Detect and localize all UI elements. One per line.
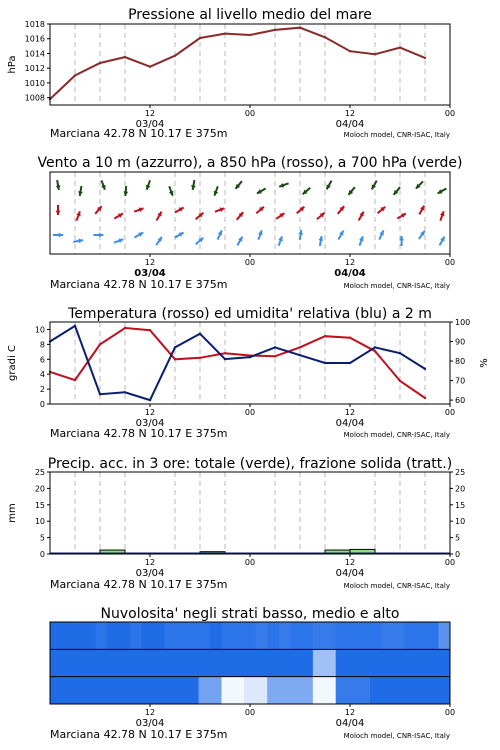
cloud-cell [119, 649, 131, 677]
cloud-cell [221, 649, 233, 677]
humidity-point [99, 393, 101, 395]
cloud-cell [381, 677, 393, 705]
pressure-point [374, 53, 376, 55]
humidity-point [74, 325, 76, 327]
wind-arrow [146, 180, 151, 189]
y-tick-label: 25 [34, 468, 45, 477]
wind-arrow [419, 231, 425, 239]
pressure-point [274, 29, 276, 31]
pressure-point [74, 74, 76, 76]
x-tick-label: 00 [444, 408, 456, 417]
cloud-cell [416, 622, 428, 650]
day-label: 03/04 [135, 568, 165, 579]
x-tick-label: 12 [144, 109, 156, 118]
wind-arrow [372, 181, 377, 190]
cloud-cell [153, 677, 165, 705]
cloud-cell [107, 622, 119, 650]
wind-arrow [256, 207, 264, 213]
wind-arrow [53, 233, 63, 238]
cloud-cell [256, 677, 268, 705]
cloud-cell [336, 649, 348, 677]
cloud-cell [336, 622, 348, 650]
pressure-point [399, 46, 401, 48]
plot-frame [50, 172, 450, 254]
temperature-point [374, 350, 376, 352]
x-tick-label: 12 [144, 708, 156, 717]
humidity-point [324, 362, 326, 364]
cloud-cell [324, 649, 336, 677]
humidity-point [299, 354, 301, 356]
temperature-point [174, 358, 176, 360]
wind-arrow-head [56, 211, 61, 215]
wind-arrow [235, 181, 241, 189]
pressure-point [99, 62, 101, 64]
humidity-point [174, 346, 176, 348]
cloud-cell [84, 649, 96, 677]
cloud-cell [210, 677, 222, 705]
temperature-point [349, 336, 351, 338]
wind-arrow-head [99, 233, 103, 238]
temperature-point [274, 355, 276, 357]
wind-arrow [56, 180, 61, 190]
x-tick-label: 12 [144, 558, 156, 567]
cloud-cell [347, 677, 359, 705]
humidity-point [249, 356, 251, 358]
y-tick-label: 0 [39, 550, 45, 559]
pressure-point [124, 56, 126, 58]
cloud-cell [404, 622, 416, 650]
wind-arrow [327, 181, 332, 190]
wind-arrow [169, 186, 174, 195]
cloud-cell [199, 649, 211, 677]
cloud-cell [210, 649, 222, 677]
pressure-point [299, 26, 301, 28]
x-tick-label: 12 [344, 109, 356, 118]
y-tick-label: 0 [39, 400, 45, 409]
wind-arrow [196, 213, 204, 219]
cloud-cell [61, 622, 73, 650]
wind-arrow [114, 239, 123, 244]
y-tick-label: 90 [455, 337, 466, 347]
cloud-cell [176, 622, 188, 650]
wind-arrow [175, 233, 184, 238]
humidity-point [274, 346, 276, 348]
y-axis-label: mm [7, 503, 18, 523]
cloud-cell [119, 677, 131, 705]
location-label: Marciana 42.78 N 10.17 E 375m [50, 278, 228, 291]
y-tick-label: 0 [455, 550, 461, 559]
cloud-cell [370, 622, 382, 650]
wind-arrow [175, 208, 184, 213]
cloud-cell [130, 677, 142, 705]
cloud-cell [313, 622, 325, 650]
y-axis-label: gradi C [7, 345, 18, 381]
wind-arrow-head [59, 233, 63, 238]
cloud-cell [393, 677, 405, 705]
cloud-cell [279, 677, 291, 705]
wind-arrow [394, 187, 400, 195]
cloud-cell [107, 649, 119, 677]
cloud-cell [96, 622, 108, 650]
pressure-point [224, 32, 226, 34]
cloud-cell [359, 622, 371, 650]
wind-arrow [123, 186, 128, 196]
wind-arrow [379, 230, 384, 239]
cloud-cell [73, 677, 85, 705]
wind-arrow [257, 189, 266, 194]
cloud-cell [84, 677, 96, 705]
cloud-cell [187, 622, 199, 650]
y-tick-label: 70 [455, 376, 466, 386]
y-tick-label: 15 [34, 500, 45, 510]
cloud-cell [61, 649, 73, 677]
wind-arrow [397, 214, 406, 219]
day-label: 03/04 [135, 718, 165, 729]
pressure-point [324, 36, 326, 38]
pressure-point [424, 57, 426, 59]
cloud-cell [141, 622, 153, 650]
cloud-cell [199, 677, 211, 705]
cloud-cell [130, 622, 142, 650]
x-tick-label: 00 [244, 408, 256, 417]
cloud-cell [427, 622, 439, 650]
cloud-cell [153, 649, 165, 677]
cloud-cell [370, 677, 382, 705]
wind-arrow [76, 211, 81, 220]
cloud-cell [301, 622, 313, 650]
chart-title: Pressione al livello medio del mare [128, 7, 372, 23]
y-tick-label: 60 [455, 396, 466, 406]
y-tick-label: 1010 [24, 78, 45, 88]
cloud-cell [256, 649, 268, 677]
cloud-cell [176, 677, 188, 705]
wind-arrow [317, 213, 325, 219]
y-tick-label: 5 [455, 533, 461, 543]
wind-arrow [438, 189, 447, 194]
temperature-point [399, 380, 401, 382]
model-label: Moloch model, CNR-ISAC, Italy [343, 732, 450, 740]
day-label: 04/04 [334, 268, 366, 279]
wind-arrow [416, 181, 423, 188]
wind-arrow [214, 186, 219, 195]
wind-arrow [101, 180, 106, 189]
cloud-cell [233, 649, 245, 677]
cloud-cell [221, 622, 233, 650]
cloud-cell [210, 622, 222, 650]
cloud-cell [73, 622, 85, 650]
cloud-cell [324, 622, 336, 650]
x-tick-label: 12 [344, 408, 356, 417]
humidity-point [199, 333, 201, 335]
y-tick-label: 20 [455, 484, 466, 494]
x-tick-label: 00 [444, 708, 456, 717]
x-tick-label: 12 [344, 258, 356, 267]
day-label: 04/04 [335, 418, 365, 429]
wind-arrow [348, 187, 354, 195]
x-tick-label: 12 [144, 408, 156, 417]
cloud-cell [279, 622, 291, 650]
model-label: Moloch model, CNR-ISAC, Italy [343, 131, 450, 139]
wind-arrow [318, 236, 323, 246]
y-tick-label: 1008 [24, 93, 45, 103]
cloud-cell [141, 649, 153, 677]
wind-arrow [279, 183, 288, 188]
cloud-cell [267, 649, 279, 677]
wind-arrow [78, 186, 83, 196]
wind-arrow [134, 208, 143, 213]
plot-frame [50, 472, 450, 554]
pressure-point [349, 50, 351, 52]
wind-arrow [114, 214, 123, 219]
wind-arrow [215, 208, 224, 213]
pressure-point [174, 54, 176, 56]
cloud-cell [279, 649, 291, 677]
day-label: 04/04 [335, 568, 365, 579]
y-tick-label: 2 [39, 385, 45, 395]
wind-arrow [276, 213, 284, 219]
cloud-cell [324, 677, 336, 705]
model-label: Moloch model, CNR-ISAC, Italy [343, 431, 450, 439]
cloud-cell [50, 649, 62, 677]
cloud-cell [244, 677, 256, 705]
cloud-cell [187, 677, 199, 705]
wind-arrow [95, 206, 101, 214]
cloud-cell [381, 622, 393, 650]
pressure-point [249, 34, 251, 36]
y-tick-label: 5 [39, 533, 45, 543]
wind-arrow [303, 188, 311, 194]
y-tick-label: 25 [455, 468, 466, 477]
cloud-cell [370, 649, 382, 677]
pressure-line [50, 28, 425, 99]
chart-title: Vento a 10 m (azzurro), a 850 hPa (rosso), a 700 hPa (verde) [37, 155, 463, 171]
model-label: Moloch model, CNR-ISAC, Italy [343, 582, 450, 590]
y-tick-label: 10 [455, 517, 466, 527]
wind-arrow [298, 230, 303, 240]
y-tick-label: 15 [455, 500, 466, 510]
chart-title: Precip. acc. in 3 ore: totale (verde), frazione solida (tratt.) [47, 456, 453, 472]
chart-title: Temperatura (rosso) ed umidita' relativa (blu) a 2 m [68, 306, 432, 322]
cloud-cell [359, 649, 371, 677]
cloud-cell [107, 677, 119, 705]
day-label: 04/04 [335, 119, 365, 130]
wind-arrow [156, 237, 162, 245]
cloud-cell [347, 622, 359, 650]
wind-arrow [359, 212, 364, 221]
temperature-point [74, 379, 76, 381]
wind-arrow [440, 237, 445, 246]
cloud-cell [393, 622, 405, 650]
humidity-point [224, 358, 226, 360]
y-tick-label: 1012 [24, 64, 45, 74]
wind-arrow [93, 233, 103, 238]
cloud-cell [233, 677, 245, 705]
cloud-cell [427, 677, 439, 705]
x-tick-label: 00 [244, 258, 256, 267]
temperature-line [50, 328, 425, 398]
location-label: Marciana 42.78 N 10.17 E 375m [50, 127, 228, 140]
day-label: 03/04 [135, 418, 165, 429]
cloud-cell [187, 649, 199, 677]
pressure-point [149, 66, 151, 68]
location-label: Marciana 42.78 N 10.17 E 375m [50, 578, 228, 591]
cloud-cell [416, 677, 428, 705]
cloud-cell [119, 622, 131, 650]
cloud-cell [439, 622, 451, 650]
temperature-point [124, 327, 126, 329]
cloud-cell [96, 677, 108, 705]
cloud-cell [96, 649, 108, 677]
cloud-cell [439, 677, 451, 705]
temperature-point [99, 343, 101, 345]
cloud-cell [290, 649, 302, 677]
wind-arrow [359, 236, 364, 245]
humidity-point [399, 352, 401, 354]
wind-arrow [278, 236, 283, 245]
wind-arrow [338, 206, 344, 214]
y-tick-label: 10 [34, 325, 45, 335]
location-label: Marciana 42.78 N 10.17 E 375m [50, 728, 228, 741]
x-tick-label: 00 [244, 109, 256, 118]
cloud-cell [84, 622, 96, 650]
y-tick-label: 8 [39, 340, 45, 350]
day-label: 03/04 [135, 119, 165, 130]
cloud-cell [313, 677, 325, 705]
cloud-cell [244, 649, 256, 677]
cloud-cell [130, 649, 142, 677]
day-label: 03/04 [134, 268, 166, 279]
cloud-cell [141, 677, 153, 705]
cloud-cell [199, 622, 211, 650]
y-tick-label: 1016 [24, 34, 45, 44]
cloud-cell [301, 677, 313, 705]
model-label: Moloch model, CNR-ISAC, Italy [343, 282, 450, 290]
cloud-cell [164, 622, 176, 650]
wind-arrow [237, 237, 242, 246]
y-tick-label: 6 [39, 355, 45, 365]
humidity-line [50, 326, 425, 400]
cloud-cell [164, 677, 176, 705]
cloud-cell [61, 677, 73, 705]
temperature-point [224, 352, 226, 354]
x-tick-label: 12 [344, 558, 356, 567]
cloud-cell [233, 622, 245, 650]
y-tick-label: 10 [34, 517, 45, 527]
cloud-cell [301, 649, 313, 677]
cloud-cell [290, 677, 302, 705]
wind-arrow [297, 207, 305, 213]
cloud-cell [244, 622, 256, 650]
x-tick-label: 00 [244, 708, 256, 717]
cloud-cell [393, 649, 405, 677]
chart-title: Nuvolosita' negli strati basso, medio e alto [100, 606, 400, 622]
wind-arrow [135, 233, 144, 238]
x-tick-label: 00 [444, 258, 456, 267]
wind-arrow [191, 180, 196, 190]
y-tick-label: 20 [34, 484, 45, 494]
cloud-cell [256, 622, 268, 650]
wind-arrow [338, 231, 343, 240]
x-tick-label: 12 [344, 708, 356, 717]
plot-frame [50, 322, 450, 404]
x-tick-label: 00 [444, 558, 456, 567]
temperature-point [199, 357, 201, 359]
cloud-cell [164, 649, 176, 677]
cloud-cell [290, 622, 302, 650]
cloud-cell [73, 649, 85, 677]
humidity-point [124, 391, 126, 393]
cloud-cell [50, 677, 62, 705]
y-tick-label: 80 [455, 357, 466, 367]
x-tick-label: 12 [144, 258, 156, 267]
temperature-point [424, 397, 426, 399]
y-axis-label-right: % [479, 358, 490, 368]
cloud-cell [359, 677, 371, 705]
cloud-cell [416, 649, 428, 677]
cloud-cell [404, 649, 416, 677]
humidity-point [149, 399, 151, 401]
temperature-point [324, 335, 326, 337]
cloud-cell [336, 677, 348, 705]
cloud-cell [439, 649, 451, 677]
cloud-cell [381, 649, 393, 677]
wind-arrow [196, 238, 204, 244]
cloud-cell [347, 649, 359, 677]
humidity-point [424, 368, 426, 370]
cloud-cell [153, 622, 165, 650]
humidity-point [349, 362, 351, 364]
wind-arrow [157, 212, 162, 221]
wind-arrow-head [123, 191, 128, 196]
cloud-cell [50, 622, 62, 650]
wind-arrow [237, 212, 243, 220]
pressure-point [199, 37, 201, 39]
day-label: 04/04 [335, 718, 365, 729]
x-tick-label: 00 [244, 558, 256, 567]
y-tick-label: 4 [39, 370, 45, 380]
cloud-cell [404, 677, 416, 705]
wind-arrow [440, 211, 445, 220]
cloud-cell [176, 649, 188, 677]
cloud-cell [221, 677, 233, 705]
y-axis-label: hPa [7, 55, 18, 74]
y-tick-label: 1014 [24, 49, 45, 59]
wind-arrow [258, 230, 263, 239]
wind-arrow [56, 205, 61, 215]
humidity-point [374, 346, 376, 348]
wind-arrow [419, 206, 424, 215]
y-tick-label: 100 [455, 318, 471, 327]
wind-arrow [218, 230, 223, 239]
cloud-cell [267, 622, 279, 650]
cloud-cell [267, 677, 279, 705]
y-tick-label: 1018 [24, 20, 45, 29]
temperature-point [299, 346, 301, 348]
temperature-point [149, 329, 151, 331]
cloud-cell [427, 649, 439, 677]
x-tick-label: 00 [444, 109, 456, 118]
location-label: Marciana 42.78 N 10.17 E 375m [50, 427, 228, 440]
cloud-cell [313, 649, 325, 677]
wind-arrow [378, 207, 386, 213]
